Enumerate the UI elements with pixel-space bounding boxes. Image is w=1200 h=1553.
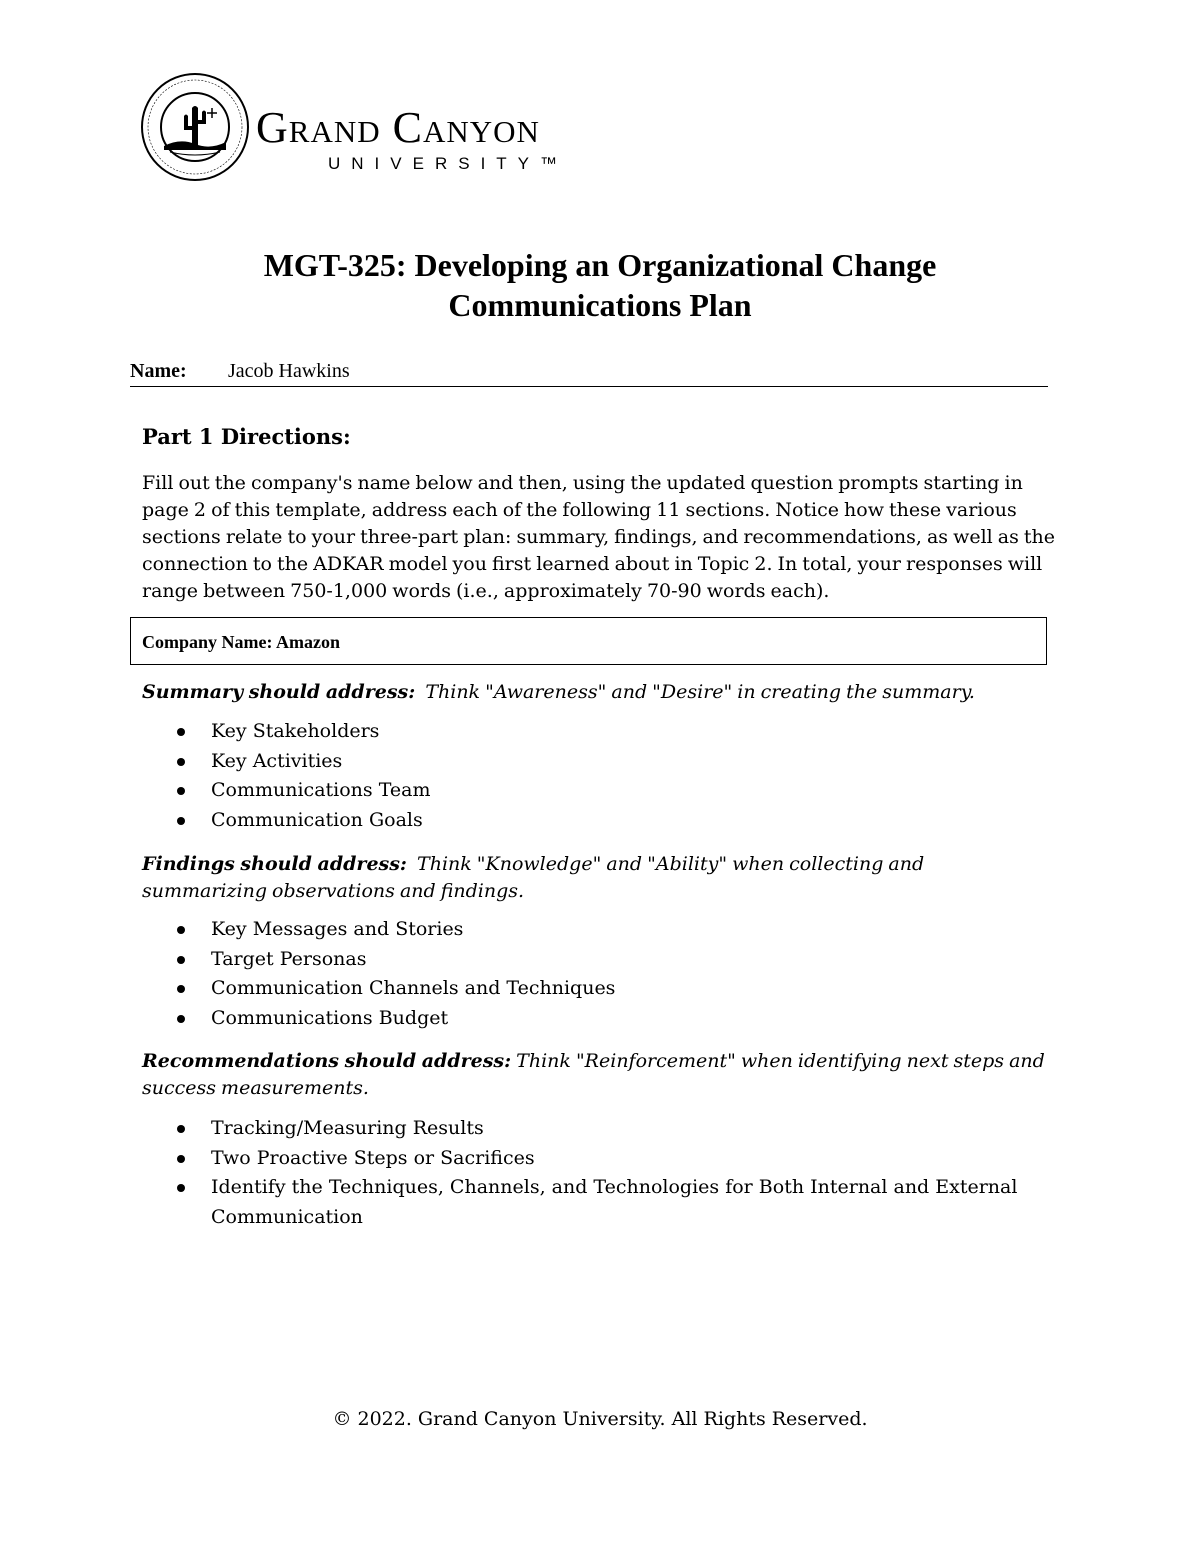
list-item [142,1173,1022,1232]
title-line-1: MGT-325: Developing an Organizational Change [263,247,937,283]
list-item-text: Two Proactive Steps or Sacrifices [211,1146,535,1169]
bullet-icon [177,817,185,825]
list-item-text: Communication Goals [211,808,423,831]
list-item-text: Target Personas [211,947,367,970]
title-line-2: Communications Plan [448,287,752,323]
list-item-text: Communication Channels and Techniques [211,977,616,999]
findings-lead [142,851,1052,905]
list-item [142,1144,1022,1174]
list-item [142,1114,1022,1144]
bullet-icon [177,1184,185,1192]
part-1-directions: Fill out the company's name below and then, using the updated question prompts starting in page 2 of this template, address each of the following 11 sections. Notice how these various sections relate to your three-part plan: summary, findings, and recommendations, as well as the connection to the ADKAR model you first learned about in Topic 2. In total, your responses will range between 750-1,000 words (i.e., approximately 70-90 words each). [142,472,1056,602]
logo-wordmark: Grand Canyon [256,103,540,152]
findings-list [142,915,1042,1033]
summary-lead-text: Think "Awareness" and "Desire" in creating the summary. [425,681,975,703]
company-name-box[interactable] [130,617,1047,665]
list-item [142,974,1042,1004]
bullet-icon [177,728,185,736]
summary-lead [142,679,1052,706]
list-item [142,1004,1042,1034]
findings-lead-bold: Findings should address: [142,853,407,875]
name-field[interactable] [130,360,1048,387]
findings-lead-text: Think "Knowledge" and "Ability" when collecting and summarizing observations and findings. [142,853,925,902]
summary-list [142,717,1042,835]
list-item-text: Communications Team [211,779,431,801]
list-item-text: Key Activities [211,749,343,772]
name-value[interactable]: Jacob Hawkins [228,360,350,382]
university-seal-icon [140,72,250,182]
bullet-icon [177,926,185,934]
name-label: Name: [130,360,187,382]
bullet-icon [177,1015,185,1023]
list-item-text: Key Messages and Stories [211,918,464,940]
recommendations-lead-bold: Recommendations should address: [142,1050,512,1072]
bullet-icon [177,758,185,766]
list-item [142,806,1042,836]
logo-subtitle: UNIVERSITY™ [328,154,569,173]
recommendations-lead [142,1048,1052,1102]
university-logo [140,72,620,182]
bullet-icon [177,956,185,964]
bullet-icon [177,1125,185,1133]
copyright-footer: © 2022. Grand Canyon University. All Rights Reserved. [332,1408,868,1430]
list-item-text: Key Stakeholders [211,720,380,742]
bullet-icon [177,787,185,795]
list-item-text: Communications Budget [211,1006,449,1029]
list-item [142,915,1042,945]
list-item [142,776,1042,806]
list-item-text: Tracking/Measuring Results [211,1117,484,1139]
list-item [142,717,1042,747]
bullet-icon [177,985,185,993]
bullet-icon [177,1155,185,1163]
document-title [0,245,1200,325]
summary-lead-bold: Summary should address: [142,681,416,703]
part-1-heading: Part 1 Directions: [142,424,351,449]
list-item-text: Identify the Techniques, Channels, and Technologies for Both Internal and External Communication [211,1176,1018,1228]
company-name-text[interactable]: Company Name: Amazon [142,632,340,652]
recommendations-lead-text: Think "Reinforcement" when identifying next steps and success measurements. [142,1050,1045,1099]
list-item [142,747,1042,777]
recommendations-list [142,1114,1022,1232]
list-item [142,945,1042,975]
